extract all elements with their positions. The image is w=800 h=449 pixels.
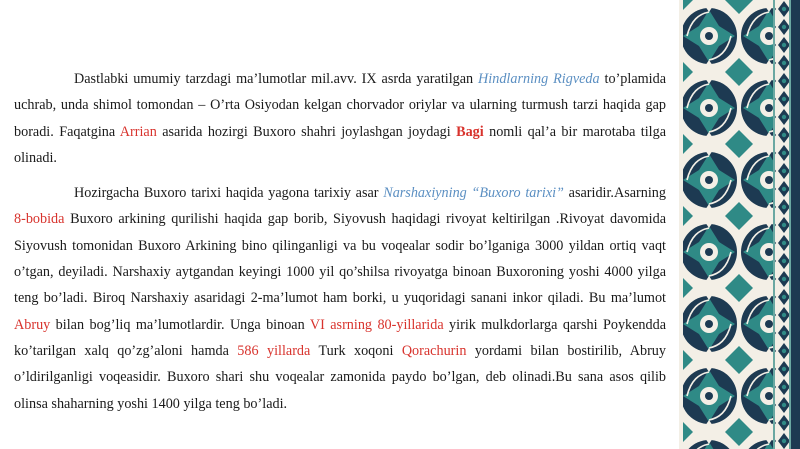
p2-highlight-century: VI asrning 80-yillarida — [309, 316, 444, 333]
p1-highlight-bagi: Bagi — [456, 123, 484, 140]
p1-text-2: to’plamida uchrab, unda shimol tomondan – O’rta Osiyodan kelgan chorvador oriylar va ularning turmush tarzi haqida gap boradi. Faqatgina — [14, 71, 666, 140]
p2-text-3: Buxoro arkining qurilishi haqida gap borib, Siyovush haqidagi rivoyat keltirilgan .Rivoyat davomida Siyovush tomonidan Buxoro Arkining bino qilinganligi va bu voqealar sodir bo’lganiga 3000 yildan ortiq vaqt o’tgan, deyiladi. Narshaxiy aytgandan keyingi 1000 yil qo’shilsa rivoyatga binoan Buxoroning yoshi 4000 yilga teng bo’ladi. Biroq Narshaxiy asaridagi 2-ma’lumot ham borki, u yuqoridagi sanani inkor qiladi. Bu ma’lumot — [14, 211, 666, 307]
p1-highlight-rigveda: Hindlarning Rigveda — [478, 71, 600, 87]
p1-highlight-arrian: Arrian — [119, 123, 157, 140]
p2-text-6: Turk xoqoni — [310, 342, 402, 359]
p2-highlight-qorachurin: Qorachurin — [401, 342, 467, 359]
p2-highlight-bob: 8-bobida — [14, 211, 65, 228]
text-body — [14, 66, 666, 417]
p1-text-4: nomli qal’a bir marotaba tilga olinadi. — [14, 123, 666, 166]
p2-highlight-586: 586 yillarda — [237, 342, 311, 359]
p2-text-1: Hozirgacha Buxoro tarixi haqida yagona tarixiy asar — [74, 185, 384, 202]
islamic-tile-ornament-icon — [679, 0, 800, 449]
p2-text-4: bilan bog’liq ma’lumotlardir. Unga binoan — [50, 316, 310, 333]
p2-text-2: asaridir.Asarning — [563, 185, 666, 202]
p2-text-7: yordami bilan bostirilib, Abruy o’ldirilganligi voqeasidir. Buxoro shari shu voqealar zamonida paydo bo’lgan, deb olinadi.Bu sana asos qilib olinsa shaharning yoshi 1400 yilga teng bo’ladi. — [14, 342, 666, 412]
p2-highlight-abruy: Abruy — [14, 316, 51, 333]
p1-text-1: Dastlabki umumiy tarzdagi ma’lumotlar mil.avv. IX asrda yaratilgan — [74, 71, 479, 87]
paragraph-2 — [14, 180, 666, 417]
paragraph-1 — [14, 66, 666, 171]
p1-text-3: asarida hozirgi Buxoro shahri joylashgan joydagi — [156, 123, 457, 140]
p2-text-5: yirik mulkdorlarga qarshi Poykendda ko’tarilgan xalq qo’zg’aloni hamda — [14, 316, 667, 359]
p2-highlight-narshaxiy: Narshaxiyning “Buxoro tarixi” — [383, 185, 564, 202]
